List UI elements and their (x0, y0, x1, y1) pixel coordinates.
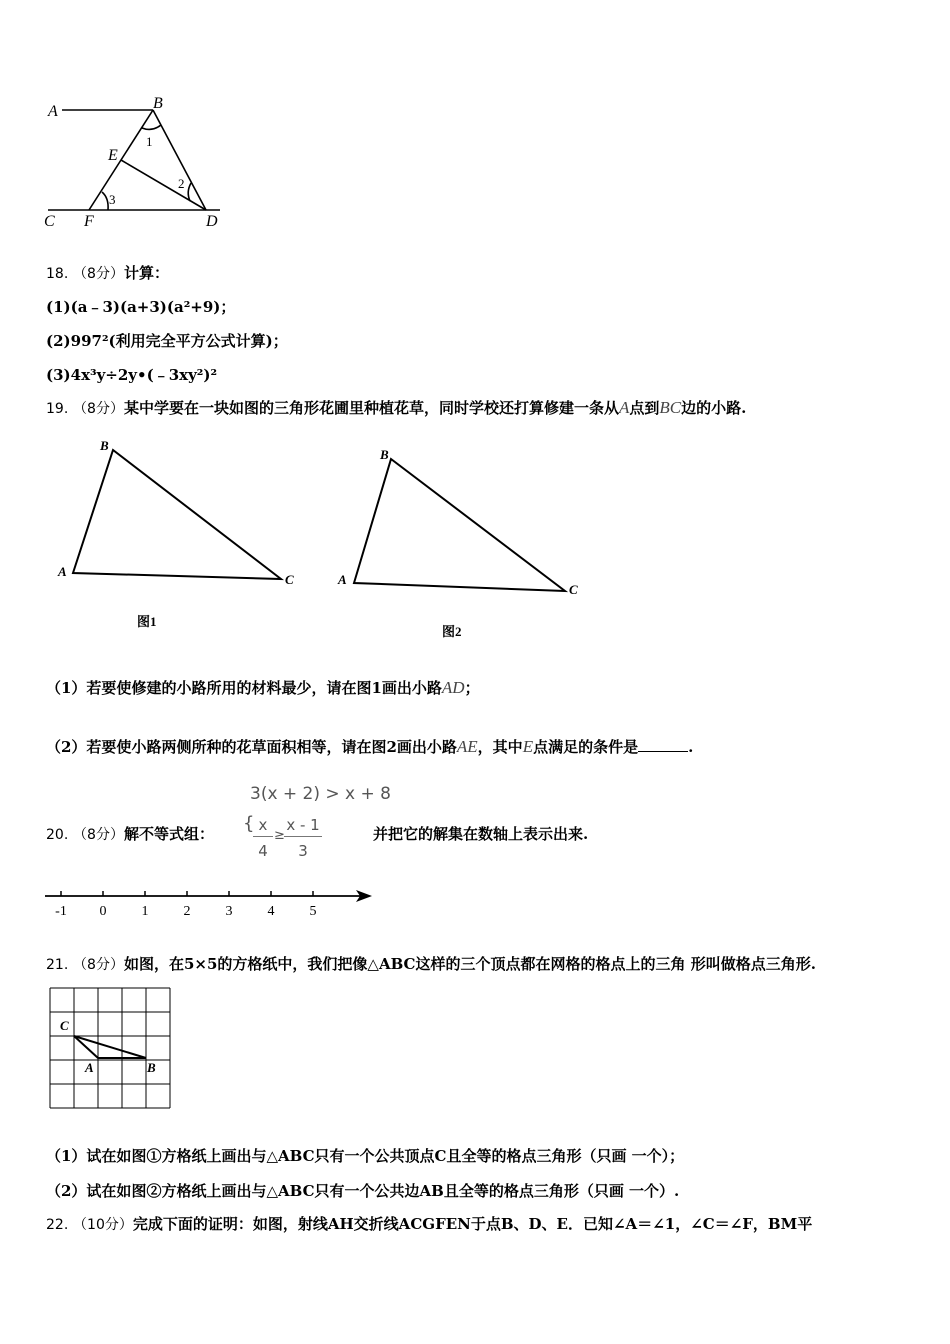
point-label-c: C (44, 213, 55, 230)
problem-number: 22. (46, 1217, 69, 1233)
part-text: ，其中 (477, 738, 523, 756)
axis-tick-label: 5 (309, 904, 317, 919)
point-label-a: A (338, 572, 347, 587)
problem-18-part-2: (2)997²(利用完全平方公式计算)； (46, 332, 288, 350)
fraction-bar (253, 836, 273, 837)
problem-score: （8分） (73, 827, 124, 843)
point-label-c: C (569, 582, 578, 597)
problem-number: 20. (46, 827, 69, 843)
brace-icon: { (243, 813, 255, 834)
problem-21-header (46, 953, 816, 974)
answer-blank[interactable] (638, 737, 688, 752)
inequality-1: 3(x + 2) > x + 8 (250, 784, 391, 804)
problem-text: 完成下面的证明：如图，射线AH交折线ACGFEN于点B、D、E．已知∠A＝∠1，∠C＝∠F，BM平 (132, 1215, 813, 1233)
problem-score: （8分） (73, 266, 124, 282)
point-label-b: B (100, 438, 109, 453)
triangle-figure-2 (334, 444, 594, 644)
point-label-b: B (153, 95, 163, 112)
angle-label-3: 3 (109, 192, 116, 207)
problem-20-instruction: 并把它的解集在数轴上表示出来. (373, 825, 589, 843)
part-text: . (688, 738, 694, 756)
problem-instruction: 计算： (123, 264, 169, 282)
axis-tick-label: 2 (183, 904, 191, 919)
fraction-numerator: x - 1 (286, 816, 320, 834)
triangle-figure-1 (52, 436, 312, 636)
point-label-a: A (48, 103, 58, 120)
part-text: 点满足的条件是 (533, 738, 639, 756)
segment-ae: AE (456, 737, 478, 756)
axis-tick-label: 4 (267, 904, 275, 919)
point-label-f: F (84, 213, 94, 230)
problem-21-part-1: （1）试在如图①方格纸上画出与△ABC只有一个公共顶点C且全等的格点三角形（只画 一个）； (46, 1147, 685, 1165)
problem-19-header (46, 397, 746, 418)
grid-figure (48, 986, 174, 1110)
problem-text: 某中学要在一块如图的三角形花圃里种植花草，同时学校还打算修建一条从 (123, 399, 619, 417)
segment-ad: AD (441, 678, 465, 697)
fraction-bar (284, 836, 322, 837)
point-label-a: A (58, 564, 67, 579)
problem-22-header (46, 1213, 812, 1234)
geometry-figure-17 (40, 92, 230, 232)
part-text: （2）若要使小路两侧所种的花草面积相等，请在图2画出小路 (46, 738, 457, 756)
fraction-denominator: 3 (298, 842, 308, 860)
segment-bc: BC (659, 398, 682, 417)
point-label-a: A (85, 1060, 94, 1075)
figure-caption: 图2 (442, 624, 462, 639)
number-line (40, 880, 380, 925)
point-label-e: E (108, 147, 118, 164)
point-label-b: B (147, 1060, 156, 1075)
part-text: （1）若要使修建的小路所用的材料最少，请在图1画出小路 (46, 679, 442, 697)
axis-tick-label: 1 (141, 904, 149, 919)
problem-text: 点到 (629, 399, 660, 417)
part-text: ； (464, 679, 480, 697)
problem-19-part-2 (46, 736, 693, 757)
problem-score: （8分） (73, 401, 124, 417)
figure-caption: 图1 (137, 614, 157, 629)
axis-tick-label: 0 (99, 904, 107, 919)
problem-score: （8分） (73, 957, 124, 973)
point-label-c: C (285, 572, 294, 587)
fraction-numerator: x (258, 816, 268, 834)
problem-18-part-1: (1)(a﹣3)(a+3)(a²+9)； (46, 298, 236, 316)
problem-18-part-3: (3)4x³y÷2y•(﹣3xy²)² (46, 366, 218, 384)
point-a: A (618, 398, 630, 417)
point-label-c: C (60, 1018, 69, 1033)
problem-number: 18. (46, 266, 69, 282)
fraction-denominator: 4 (258, 842, 268, 860)
point-label-d: D (206, 213, 218, 230)
problem-text: 如图，在5×5的方格纸中，我们把像△ABC这样的三个顶点都在网格的格点上的三角 形叫做格点三角形. (123, 955, 816, 973)
angle-label-1: 1 (146, 134, 153, 149)
angle-label-2: 2 (178, 176, 185, 191)
problem-text: 边的小路. (681, 399, 747, 417)
problem-21-part-2: （2）试在如图②方格纸上画出与△ABC只有一个公共边AB且全等的格点三角形（只画 一个）. (46, 1182, 680, 1200)
point-e: E (522, 737, 534, 756)
problem-score: （10分） (73, 1217, 133, 1233)
problem-20-header (46, 823, 214, 844)
problem-number: 19. (46, 401, 69, 417)
point-label-b: B (380, 447, 389, 462)
problem-19-part-1 (46, 677, 480, 698)
axis-tick-label: -1 (55, 904, 67, 919)
problem-instruction: 解不等式组： (123, 825, 214, 843)
geq-sign: ≥ (274, 828, 285, 843)
problem-number: 21. (46, 957, 69, 973)
axis-tick-label: 3 (225, 904, 233, 919)
problem-18-header (46, 262, 169, 283)
